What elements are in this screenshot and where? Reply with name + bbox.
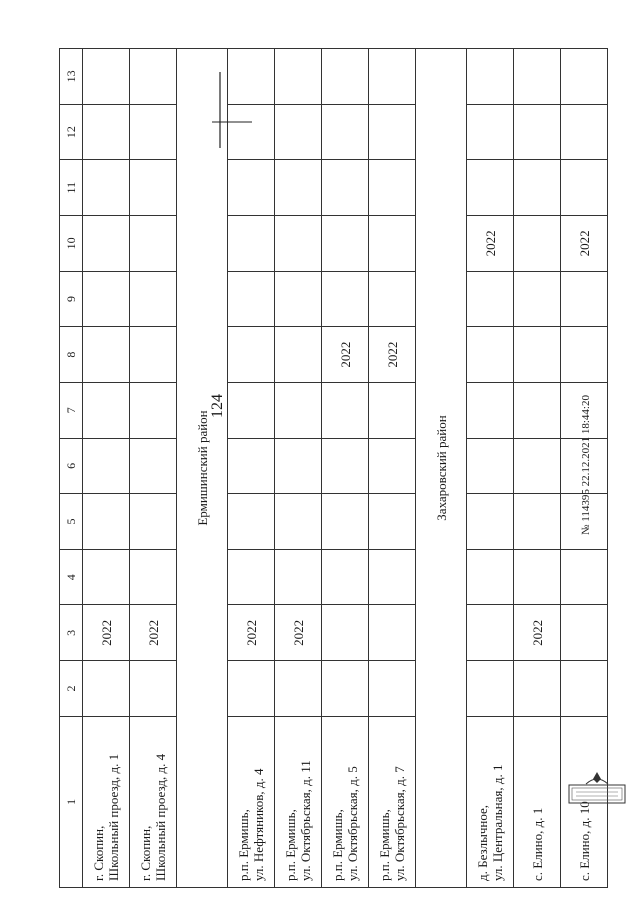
value-cell [228,160,275,216]
value-cell [369,661,416,717]
address-line: р.п. Ермишь, [283,809,298,881]
value-cell [228,438,275,494]
value-cell [83,382,130,438]
address-cell [275,716,322,887]
value-cell [322,382,369,438]
value-cell [514,160,561,216]
value-cell [228,382,275,438]
value-cell [561,271,608,327]
value-cell: 2022 [561,216,608,272]
column-header: 3 [60,605,83,661]
value-cell [467,605,514,661]
value-cell: 2022 [322,327,369,383]
value-cell [130,104,177,160]
value-cell [130,327,177,383]
address-line: Школьный проезд, д. 1 [106,753,121,881]
value-cell [322,494,369,550]
value-cell [228,104,275,160]
value-cell [467,271,514,327]
value-cell [83,160,130,216]
value-cell [228,216,275,272]
value-cell [275,494,322,550]
value-cell [130,160,177,216]
address-line: ул. Центральная, д. 1 [490,764,505,881]
value-cell [514,104,561,160]
value-cell [561,327,608,383]
address-cell [322,716,369,887]
value-cell [130,661,177,717]
address-line: ул. Нефтяников, д. 4 [251,768,266,881]
table-row [514,49,561,888]
value-cell [467,327,514,383]
column-header: 7 [60,382,83,438]
value-cell [369,104,416,160]
table-row [369,49,416,888]
district-row [416,49,467,888]
value-cell [322,104,369,160]
address-line: ул. Октябрьская, д. 5 [345,766,360,881]
district-label: Захаровский район [416,49,467,888]
value-cell [83,49,130,105]
value-cell [369,438,416,494]
value-cell [83,661,130,717]
value-cell [228,661,275,717]
value-cell [467,382,514,438]
value-cell [130,49,177,105]
value-cell [561,661,608,717]
value-cell: 2022 [228,605,275,661]
value-cell [83,271,130,327]
value-cell [275,549,322,605]
value-cell [275,661,322,717]
table-row [83,49,130,888]
value-cell [228,49,275,105]
value-cell [83,327,130,383]
value-cell [514,382,561,438]
column-header: 13 [60,49,83,105]
data-table [59,48,608,888]
address-line: г. Скопин, [138,825,153,881]
value-cell [467,438,514,494]
address-line: г. Скопин, [91,825,106,881]
value-cell [561,104,608,160]
value-cell [467,549,514,605]
value-cell [130,382,177,438]
value-cell [322,49,369,105]
value-cell [514,271,561,327]
value-cell: 2022 [369,327,416,383]
address-line: р.п. Ермишь, [236,809,251,881]
value-cell [275,104,322,160]
value-cell [514,494,561,550]
column-header: 4 [60,549,83,605]
value-cell [228,494,275,550]
value-cell [130,549,177,605]
table-row [228,49,275,888]
address-cell [467,716,514,887]
value-cell [369,216,416,272]
value-cell [83,438,130,494]
value-cell [275,49,322,105]
value-cell [275,382,322,438]
value-cell [322,160,369,216]
value-cell [561,549,608,605]
column-header: 6 [60,438,83,494]
value-cell [369,549,416,605]
value-cell [561,605,608,661]
value-cell [83,549,130,605]
value-cell [322,605,369,661]
value-cell [322,438,369,494]
value-cell [322,549,369,605]
value-cell [514,661,561,717]
district-row [177,49,228,888]
address-line: д. Безлычное, [475,804,490,881]
column-header: 12 [60,104,83,160]
address-line: Школьный проезд, д. 4 [153,753,168,881]
address-line: с. Елино, д. 1 [529,807,545,881]
value-cell [130,494,177,550]
value-cell: 2022 [83,605,130,661]
column-header: 1 [60,716,83,887]
value-cell [514,327,561,383]
value-cell [467,160,514,216]
value-cell [561,49,608,105]
value-cell [369,382,416,438]
address-line: ул. Октябрьская, д. 7 [392,766,407,881]
value-cell [514,549,561,605]
value-cell [275,216,322,272]
column-header: 9 [60,271,83,327]
value-cell [467,49,514,105]
value-cell [369,49,416,105]
address-cell [130,716,177,887]
value-cell [228,327,275,383]
value-cell [83,494,130,550]
page-number: 124 [209,394,226,418]
value-cell [369,605,416,661]
column-header: 10 [60,216,83,272]
value-cell [130,438,177,494]
document-signature: № 114395 22.12.2021 18:44:20 [580,395,592,535]
value-cell [322,661,369,717]
value-cell [228,549,275,605]
value-cell [228,271,275,327]
address-cell [228,716,275,887]
value-cell [369,160,416,216]
value-cell [275,327,322,383]
value-cell [83,216,130,272]
value-cell [514,216,561,272]
address-line: р.п. Ермишь, [330,809,345,881]
value-cell [561,160,608,216]
value-cell [322,216,369,272]
value-cell [514,49,561,105]
address-line: ул. Октябрьская, д. 11 [298,760,313,881]
value-cell [275,160,322,216]
value-cell: 2022 [514,605,561,661]
column-header: 11 [60,160,83,216]
address-cell [83,716,130,887]
value-cell [275,271,322,327]
value-cell [275,438,322,494]
value-cell [369,494,416,550]
value-cell [514,438,561,494]
table-header-row [60,49,83,888]
value-cell [467,104,514,160]
value-cell: 2022 [130,605,177,661]
emblem-stamp-icon [568,770,626,804]
value-cell [130,271,177,327]
table-row [322,49,369,888]
value-cell [467,494,514,550]
address-cell [369,716,416,887]
table-row [130,49,177,888]
address-line: р.п. Ермишь, [377,809,392,881]
value-cell: 2022 [275,605,322,661]
column-header: 2 [60,661,83,717]
column-header: 8 [60,327,83,383]
value-cell [467,661,514,717]
column-header: 5 [60,494,83,550]
address-cell [514,716,561,887]
address-line: с. Елино, д. 10 [576,801,592,881]
value-cell: 2022 [467,216,514,272]
table-row [467,49,514,888]
value-cell [369,271,416,327]
table-row [275,49,322,888]
value-cell [83,104,130,160]
district-label: Ермишинский район [177,49,228,888]
value-cell [322,271,369,327]
value-cell [130,216,177,272]
